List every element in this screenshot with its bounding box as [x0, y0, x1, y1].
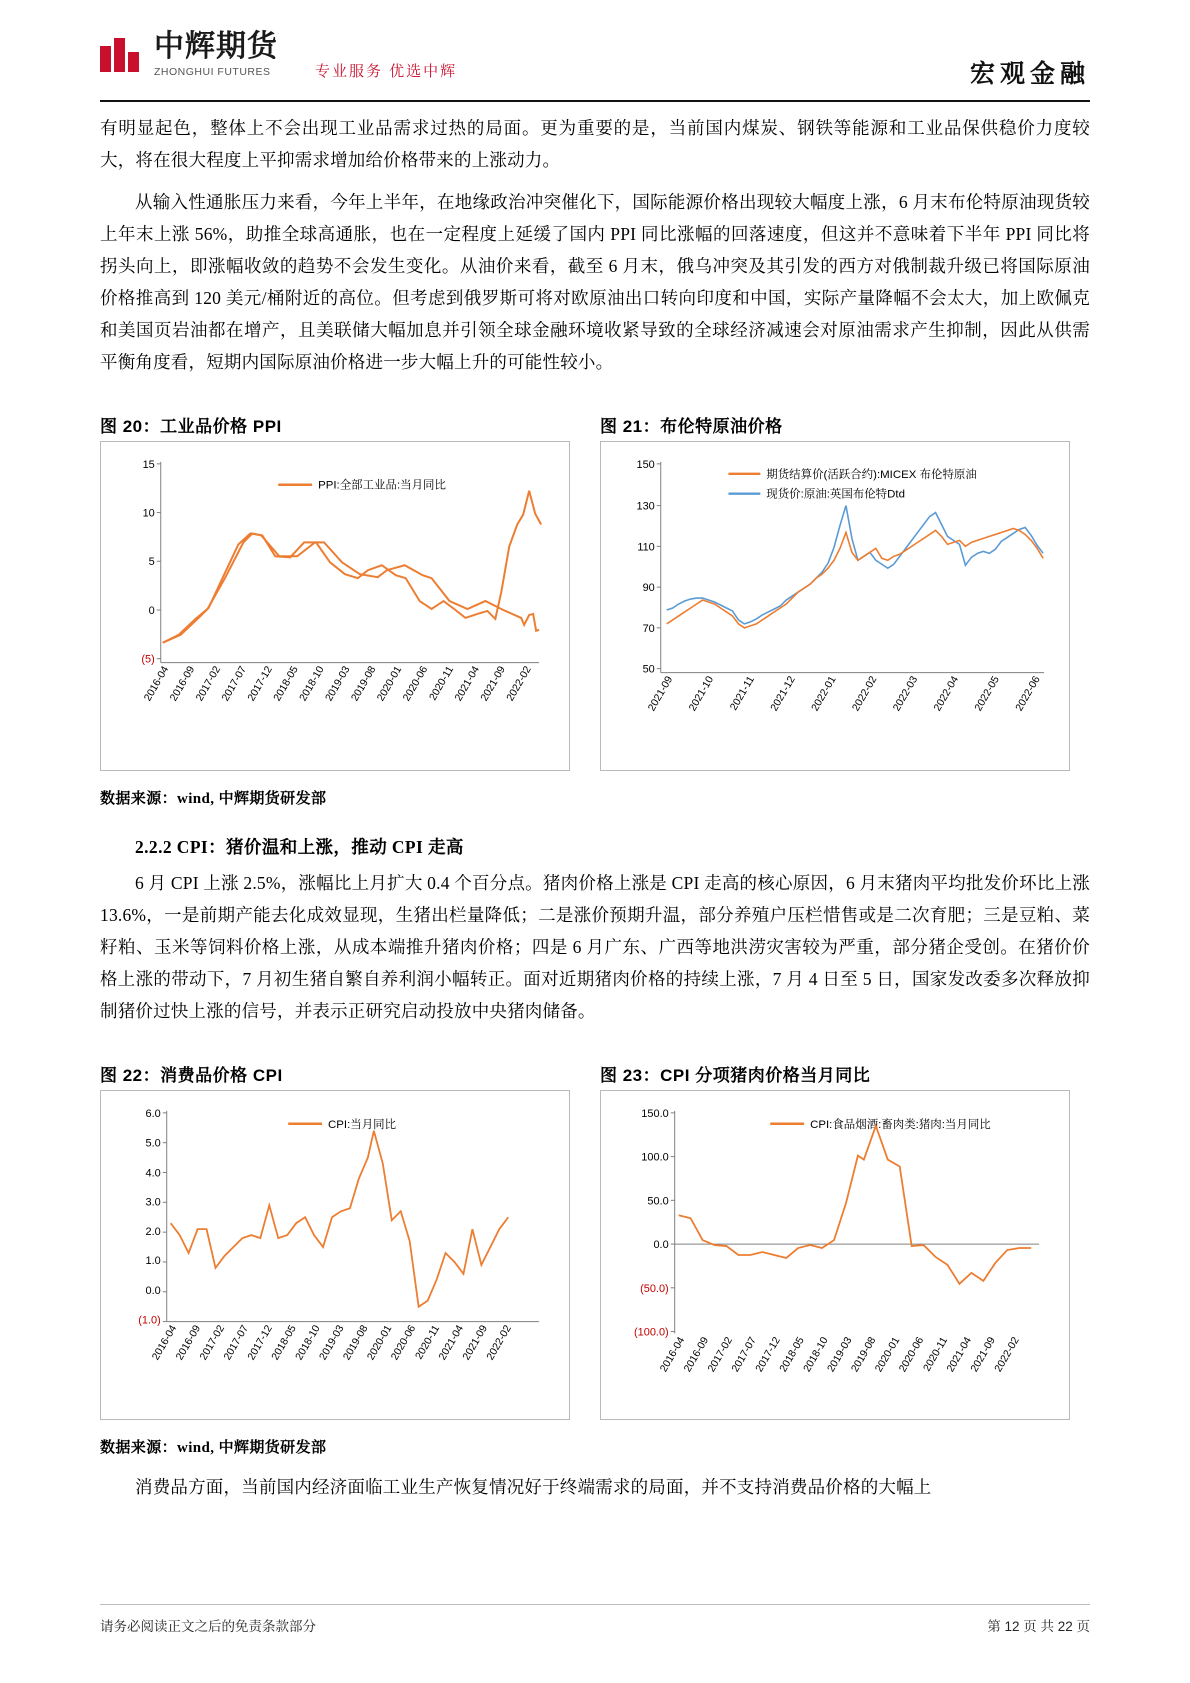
svg-text:2022-01: 2022-01 [809, 674, 839, 714]
svg-text:100.0: 100.0 [641, 1151, 669, 1164]
svg-text:2020-06: 2020-06 [897, 1335, 927, 1375]
svg-text:3.0: 3.0 [145, 1196, 161, 1209]
svg-text:2021-09: 2021-09 [646, 674, 676, 714]
footer-page-number: 第 12 页 共 22 页 [987, 1619, 1090, 1634]
figure-23-title: 图 23：CPI 分项猪肉价格当月同比 [600, 1066, 871, 1085]
svg-text:现货价:原油:英国布伦特Dtd: 现货价:原油:英国布伦特Dtd [766, 488, 905, 501]
paragraph-1: 有明显起色，整体上不会出现工业品需求过热的局面。更为重要的是，当前国内煤炭、钢铁等能源和工业品保供稳价力度较大，将在很大程度上平抑需求增加给价格带来的上涨动力。 [100, 118, 1090, 170]
svg-text:2017-12: 2017-12 [246, 664, 275, 704]
svg-text:2019-08: 2019-08 [349, 664, 379, 704]
logo-pinyin: ZHONGHUI FUTURES [154, 66, 271, 78]
svg-text:2019-03: 2019-03 [317, 1323, 347, 1363]
svg-text:2016-09: 2016-09 [168, 664, 198, 704]
footer-divider [100, 1604, 1090, 1605]
svg-text:2020-01: 2020-01 [365, 1323, 395, 1363]
figure-22-chart [100, 1090, 570, 1420]
svg-text:2018-05: 2018-05 [272, 664, 301, 704]
svg-text:2018-10: 2018-10 [293, 1323, 323, 1363]
svg-text:2016-04: 2016-04 [150, 1323, 180, 1363]
page-header [100, 28, 1090, 100]
svg-text:CPI:食品烟酒:畜肉类:猪肉:当月同比: CPI:食品烟酒:畜肉类:猪肉:当月同比 [810, 1118, 991, 1131]
svg-text:130: 130 [636, 500, 655, 513]
ppi-line-chart [101, 442, 569, 770]
svg-text:2021-09: 2021-09 [461, 1323, 490, 1363]
svg-text:6.0: 6.0 [145, 1107, 161, 1120]
svg-text:150.0: 150.0 [641, 1107, 669, 1120]
svg-text:0: 0 [148, 604, 155, 617]
svg-text:2020-11: 2020-11 [921, 1335, 951, 1374]
svg-text:1.0: 1.0 [145, 1254, 161, 1267]
figure-22 [100, 1061, 570, 1420]
svg-text:2021-12: 2021-12 [769, 674, 798, 714]
logo-name: 中辉期货 [154, 30, 278, 63]
figure-21-title: 图 21：布伦特原油价格 [600, 417, 783, 436]
svg-text:2016-09: 2016-09 [682, 1335, 712, 1375]
svg-text:2022-04: 2022-04 [932, 674, 962, 714]
figure-21-chart [600, 441, 1070, 771]
svg-text:2019-08: 2019-08 [341, 1323, 371, 1363]
svg-text:2016-04: 2016-04 [142, 664, 172, 704]
footer-disclaimer: 请务必阅读正文之后的免责条款部分 [100, 1619, 316, 1634]
svg-text:0.0: 0.0 [653, 1239, 669, 1252]
figure-21 [600, 412, 1070, 771]
source-note-2: 数据来源：wind, 中辉期货研发部 [100, 1440, 327, 1456]
svg-text:2020-11: 2020-11 [427, 664, 457, 703]
figure-row-2 [100, 1061, 1090, 1420]
svg-text:2019-03: 2019-03 [323, 664, 353, 704]
svg-text:2016-04: 2016-04 [658, 1335, 688, 1375]
svg-text:2017-02: 2017-02 [706, 1335, 736, 1375]
svg-text:2021-10: 2021-10 [687, 674, 717, 714]
svg-text:2017-02: 2017-02 [194, 664, 224, 704]
svg-text:2017-07: 2017-07 [220, 664, 249, 704]
svg-text:2022-06: 2022-06 [1014, 674, 1043, 714]
logo-bars-icon [100, 32, 146, 72]
paragraph-2: 从输入性通胀压力来看，今年上半年，在地缘政治冲突催化下，国际能源价格出现较大幅度上涨，6 月末布伦特原油现货较上年末上涨 56%，助推全球高通胀，也在一定程度上延缓了国内 PPI 同比涨幅的回落速度，但这并不意味着下半年 PPI 同比将拐头向上，即涨幅收敛的趋势不会发生变化。从油价来看，截至 6 月末，俄乌冲突及其引发的西方对俄制裁升级已将国际原油价格推高到 120 美元/桶附近的高位。但考虑到俄罗斯可将对欧原油出口转向印度和中国，实际产量降幅不会太大，加上欧佩克和美国页岩油都在增产，且美联储大幅加息并引领全球金融环境收紧导致的全球经济减速会对原油需求产生抑制，因此从供需平衡角度看，短期内国际原油价格进一步大幅上升的可能性较小。 [100, 192, 1090, 372]
svg-text:2017-12: 2017-12 [754, 1335, 783, 1375]
brent-oil-line-chart [601, 442, 1069, 770]
svg-text:5.0: 5.0 [145, 1137, 161, 1150]
brand-logo [100, 32, 278, 78]
svg-text:70: 70 [642, 622, 655, 635]
svg-text:期货结算价(活跃合约):MICEX 布伦特原油: 期货结算价(活跃合约):MICEX 布伦特原油 [766, 468, 977, 481]
svg-text:50: 50 [642, 663, 655, 676]
figure-23-legend [770, 1117, 991, 1131]
page-content [100, 112, 1090, 1505]
paragraph-4: 消费品方面，当前国内经济面临工业生产恢复情况好于终端需求的局面，并不支持消费品价格的大幅上 [135, 1477, 932, 1497]
svg-text:150: 150 [636, 458, 655, 471]
svg-text:110: 110 [637, 541, 655, 554]
svg-text:2017-07: 2017-07 [730, 1335, 759, 1375]
svg-text:50.0: 50.0 [647, 1195, 669, 1208]
svg-text:2016-09: 2016-09 [174, 1323, 204, 1363]
svg-text:2021-11: 2021-11 [728, 674, 757, 713]
svg-text:CPI:当月同比: CPI:当月同比 [328, 1118, 397, 1131]
svg-text:(100.0): (100.0) [634, 1326, 669, 1339]
figure-20-title: 图 20：工业品价格 PPI [100, 417, 282, 436]
svg-text:90: 90 [642, 582, 655, 595]
svg-text:2020-06: 2020-06 [389, 1323, 419, 1363]
svg-text:2022-02: 2022-02 [485, 1323, 514, 1363]
figure-row-1 [100, 412, 1090, 771]
svg-text:2017-07: 2017-07 [222, 1323, 251, 1363]
svg-text:2022-03: 2022-03 [891, 674, 921, 714]
svg-text:2021-09: 2021-09 [479, 664, 508, 704]
svg-text:2017-02: 2017-02 [198, 1323, 228, 1363]
svg-text:2020-01: 2020-01 [873, 1335, 903, 1375]
svg-text:2020-11: 2020-11 [413, 1323, 443, 1362]
figure-22-legend [288, 1117, 396, 1131]
svg-text:(1.0): (1.0) [138, 1314, 161, 1327]
svg-text:10: 10 [142, 507, 155, 520]
report-section-label: 宏观金融 [969, 60, 1090, 88]
figure-20-chart [100, 441, 570, 771]
figure-22-title: 图 22：消费品价格 CPI [100, 1066, 283, 1085]
svg-text:2021-04: 2021-04 [453, 664, 482, 704]
paragraph-3: 6 月 CPI 上涨 2.5%，涨幅比上月扩大 0.4 个百分点。猪肉价格上涨是 CPI 走高的核心原因，6 月末猪肉平均批发价环比上涨 13.6%，一是前期产能去化成效显现，生猪出栏量降低；二是涨价预期升温，部分养殖户压栏惜售或是二次育肥；三是豆粕、菜籽粕、玉米等饲料价格上涨，从成本端推升猪肉价格；四是 6 月广东、广西等地洪涝灾害较为严重，部分猪企受创。在猪价价格上涨的带动下，7 月初生猪自繁自养利润小幅转正。面对近期猪肉价格的持续上涨，7 月 4 日至 5 日，国家发改委多次释放抑制猪价过快上涨的信号，并表示正研究启动投放中央猪肉储备。 [100, 873, 1090, 1021]
svg-text:5: 5 [148, 556, 155, 569]
svg-text:2018-05: 2018-05 [778, 1335, 807, 1375]
svg-text:2.0: 2.0 [145, 1226, 161, 1239]
figure-23 [600, 1061, 1070, 1420]
svg-text:(50.0): (50.0) [640, 1282, 669, 1295]
svg-text:2018-05: 2018-05 [270, 1323, 299, 1363]
svg-text:2021-04: 2021-04 [437, 1323, 467, 1363]
svg-text:2019-08: 2019-08 [849, 1335, 879, 1375]
svg-text:(5): (5) [141, 653, 155, 666]
figure-21-legend [728, 467, 976, 501]
svg-text:2017-12: 2017-12 [246, 1323, 275, 1363]
svg-text:PPI:全部工业品:当月同比: PPI:全部工业品:当月同比 [318, 479, 446, 492]
cpi-line-chart [101, 1091, 569, 1419]
svg-text:2022-02: 2022-02 [850, 674, 880, 714]
figure-20 [100, 412, 570, 771]
svg-text:4.0: 4.0 [145, 1167, 161, 1180]
section-heading: 2.2.2 CPI：猪价温和上涨，推动 CPI 走高 [135, 837, 464, 857]
source-note-1: 数据来源：wind, 中辉期货研发部 [100, 791, 327, 807]
page-footer [100, 1615, 1090, 1635]
svg-text:15: 15 [142, 458, 155, 471]
figure-23-chart [600, 1090, 1070, 1420]
brand-slogan: 专业服务 优选中辉 [315, 63, 458, 80]
svg-text:2021-09: 2021-09 [969, 1335, 998, 1375]
svg-text:2018-10: 2018-10 [801, 1335, 831, 1375]
svg-text:0.0: 0.0 [145, 1284, 161, 1297]
svg-text:2019-03: 2019-03 [825, 1335, 855, 1375]
svg-text:2020-01: 2020-01 [375, 664, 405, 704]
svg-text:2022-02: 2022-02 [505, 664, 534, 704]
svg-text:2021-04: 2021-04 [945, 1335, 975, 1375]
pork-cpi-line-chart [601, 1091, 1069, 1419]
svg-text:2022-02: 2022-02 [993, 1335, 1022, 1375]
svg-text:2020-06: 2020-06 [401, 664, 431, 704]
svg-text:2022-05: 2022-05 [973, 674, 1002, 714]
figure-20-legend [278, 478, 446, 492]
header-divider [100, 100, 1090, 102]
svg-text:2018-10: 2018-10 [297, 664, 327, 704]
